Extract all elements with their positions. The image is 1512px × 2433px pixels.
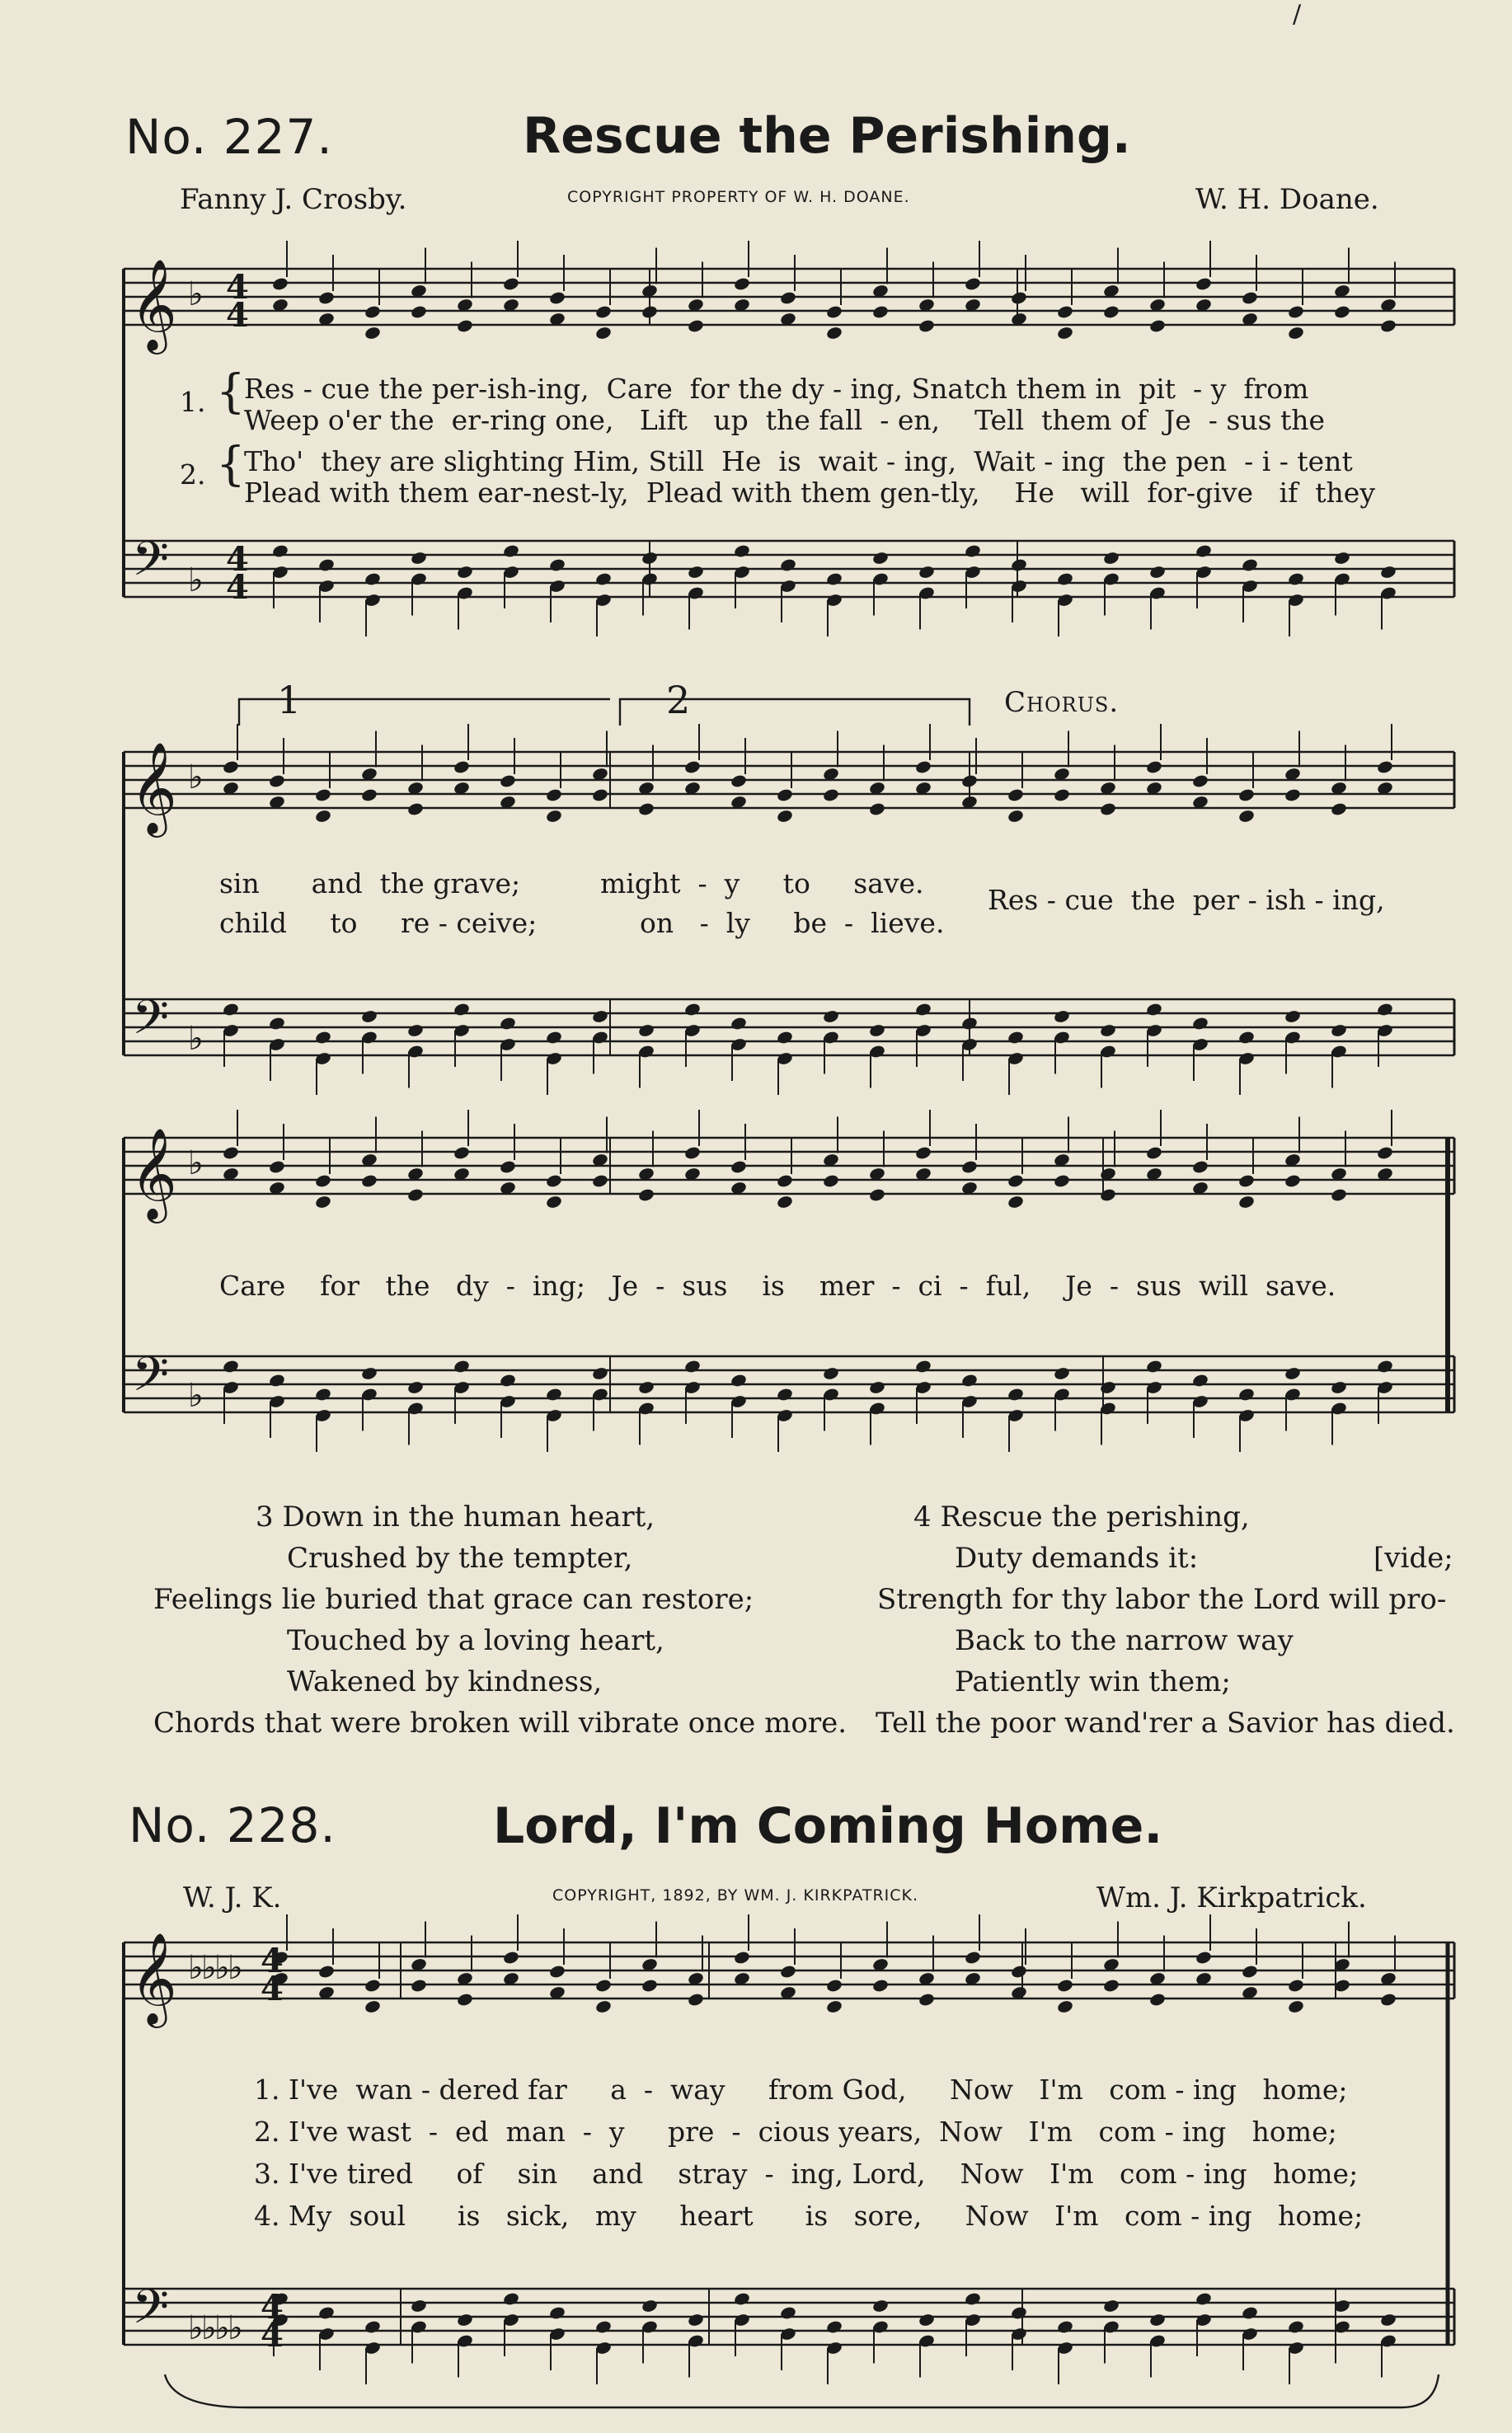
note-head bbox=[1191, 773, 1209, 788]
treble-clef: 𝄞 bbox=[130, 1932, 177, 2024]
note-head bbox=[825, 2319, 843, 2334]
flat-sign: ♭ bbox=[228, 1949, 243, 1987]
note-head bbox=[1195, 1950, 1212, 1965]
note-head bbox=[733, 276, 750, 291]
note-head bbox=[1145, 1145, 1162, 1160]
note-head bbox=[964, 276, 981, 291]
note-head bbox=[871, 304, 889, 319]
hymn-number-227: No. 227. bbox=[125, 109, 333, 165]
note-head bbox=[1237, 1195, 1255, 1209]
time-signature: 4 bbox=[261, 2288, 284, 2327]
note-head bbox=[1099, 1023, 1116, 1038]
stanza4-line: Strength for thy labor the Lord will pro- bbox=[877, 1583, 1447, 1616]
note-head bbox=[871, 2299, 889, 2313]
note-head bbox=[1102, 2299, 1120, 2313]
bass-clef: 𝄢 bbox=[132, 989, 170, 1057]
note-head bbox=[360, 1366, 378, 1381]
note-head bbox=[545, 1173, 562, 1188]
note-head bbox=[1237, 1030, 1255, 1045]
note-head bbox=[406, 1380, 424, 1395]
composer-credit-227: W. H. Doane. bbox=[1195, 183, 1379, 216]
note-head bbox=[1379, 1992, 1397, 2007]
note-head bbox=[1191, 1016, 1209, 1031]
flat-sign: ♭ bbox=[188, 1020, 204, 1058]
note-head bbox=[1376, 759, 1393, 774]
hymn-number-228: No. 228. bbox=[129, 1797, 336, 1853]
note-head bbox=[502, 2291, 519, 2306]
note-head bbox=[364, 1978, 381, 1993]
time-signature: 4 bbox=[226, 296, 249, 335]
note-head bbox=[1056, 2319, 1073, 2334]
note-head bbox=[683, 1359, 701, 1374]
flat-sign: ♭ bbox=[188, 1377, 204, 1415]
stanza4-line: Patiently win them; bbox=[955, 1665, 1231, 1698]
time-signature: 4 bbox=[261, 2316, 284, 2355]
chorus-label: Chorus. bbox=[1004, 686, 1120, 719]
note-head bbox=[960, 1016, 978, 1031]
note-head bbox=[548, 2305, 566, 2320]
hymn-title-227: Rescue the Perishing. bbox=[523, 107, 1131, 165]
stanza3-line: Feelings lie buried that grace can restore; bbox=[153, 1583, 754, 1616]
flat-sign: ♭ bbox=[214, 2309, 230, 2347]
note-head bbox=[687, 318, 704, 333]
note-head bbox=[1195, 276, 1212, 291]
note-head bbox=[222, 1002, 239, 1017]
note-head bbox=[733, 2291, 750, 2306]
note-head bbox=[1053, 1173, 1070, 1188]
note-head bbox=[594, 326, 612, 341]
note-head bbox=[1056, 571, 1073, 586]
note-head bbox=[317, 557, 335, 572]
note-head bbox=[548, 290, 566, 305]
note-head bbox=[1195, 2291, 1212, 2306]
note-head bbox=[960, 1159, 978, 1174]
copyright-notice-227: COPYRIGHT PROPERTY OF W. H. DOANE. bbox=[567, 188, 910, 206]
flat-sign: ♭ bbox=[214, 1949, 230, 1987]
verse2-line1: Tho' they are slighting Him, Still He is wait - ing, Wait - ing the pen - i - tent bbox=[244, 445, 1353, 477]
note-head bbox=[222, 759, 239, 774]
note-head bbox=[314, 787, 331, 802]
note-head bbox=[637, 1023, 655, 1038]
system2-line1-ending1: sin and the grave; bbox=[219, 867, 521, 899]
flat-sign: ♭ bbox=[188, 1144, 204, 1182]
note-head bbox=[637, 1187, 655, 1202]
treble-clef: 𝄞 bbox=[130, 1127, 177, 1219]
note-head bbox=[1376, 1145, 1393, 1160]
note-head bbox=[1333, 551, 1350, 566]
first-ending-number: 1 bbox=[277, 678, 302, 722]
note-head bbox=[1007, 1387, 1024, 1402]
note-head bbox=[1241, 2305, 1258, 2320]
note-head bbox=[914, 759, 932, 774]
note-head bbox=[545, 1195, 562, 1209]
note-head bbox=[1287, 1999, 1304, 2014]
note-head bbox=[456, 318, 473, 333]
time-signature: 4 bbox=[261, 1942, 284, 1980]
note-head bbox=[1148, 1992, 1166, 2007]
flat-sign: ♭ bbox=[228, 2309, 243, 2347]
copyright-notice-228: COPYRIGHT, 1892, BY WM. J. KIRKPATRICK. bbox=[552, 1886, 919, 1905]
stanza4-line-text: Duty demands it: bbox=[955, 1542, 1199, 1575]
flat-sign: ♭ bbox=[188, 1949, 204, 1987]
bass-clef: 𝄢 bbox=[132, 531, 170, 599]
bass-clef: 𝄢 bbox=[132, 1346, 170, 1414]
note-head bbox=[1379, 318, 1397, 333]
note-head bbox=[1376, 1002, 1393, 1017]
note-head bbox=[822, 1173, 839, 1188]
hymn-title-228: Lord, I'm Coming Home. bbox=[493, 1797, 1163, 1855]
note-head bbox=[406, 1023, 424, 1038]
note-head bbox=[314, 1173, 331, 1188]
note-head bbox=[453, 1145, 470, 1160]
note-head bbox=[1053, 787, 1070, 802]
note-head bbox=[1333, 304, 1350, 319]
note-head bbox=[360, 1009, 378, 1024]
chorus-words-line1: Res - cue the per - ish - ing, bbox=[988, 884, 1385, 916]
note-head bbox=[918, 565, 935, 580]
note-head bbox=[1191, 1373, 1209, 1388]
note-head bbox=[410, 1978, 427, 1993]
time-signature: 4 bbox=[261, 1970, 284, 2008]
note-head bbox=[456, 1992, 473, 2007]
note-head bbox=[591, 1009, 608, 1024]
note-head bbox=[1010, 290, 1027, 305]
note-head bbox=[964, 1950, 981, 1965]
note-head bbox=[1010, 557, 1027, 572]
note-head bbox=[314, 1030, 331, 1045]
note-head bbox=[594, 571, 612, 586]
note-head bbox=[825, 1978, 843, 1993]
verse-number-2: 2. bbox=[180, 458, 206, 491]
stanza3-line: Wakened by kindness, bbox=[287, 1665, 603, 1698]
note-head bbox=[779, 1964, 796, 1979]
note-head bbox=[1056, 304, 1073, 319]
note-head bbox=[545, 1387, 562, 1402]
note-head bbox=[1376, 1359, 1393, 1374]
note-head bbox=[825, 571, 843, 586]
note-head bbox=[1010, 1964, 1027, 1979]
note-head bbox=[730, 773, 747, 788]
stanza3-line: Chords that were broken will vibrate once more. bbox=[153, 1707, 848, 1740]
note-head bbox=[1145, 759, 1162, 774]
note-head bbox=[683, 1145, 701, 1160]
note-head bbox=[1287, 304, 1304, 319]
note-head bbox=[641, 1978, 658, 1993]
note-head bbox=[825, 326, 843, 341]
note-head bbox=[317, 1964, 335, 1979]
note-head bbox=[364, 2319, 381, 2334]
note-head bbox=[594, 304, 612, 319]
note-head bbox=[314, 1195, 331, 1209]
note-head bbox=[548, 1964, 566, 1979]
note-head bbox=[1010, 2305, 1027, 2320]
note-head bbox=[730, 1159, 747, 1174]
note-head bbox=[502, 543, 519, 558]
note-head bbox=[1284, 1366, 1301, 1381]
note-head bbox=[918, 2313, 935, 2327]
note-head bbox=[1237, 1173, 1255, 1188]
note-head bbox=[1056, 326, 1073, 341]
note-head bbox=[1237, 809, 1255, 824]
note-head bbox=[591, 787, 608, 802]
note-head bbox=[641, 2299, 658, 2313]
note-head bbox=[453, 1359, 470, 1374]
note-head bbox=[918, 1992, 935, 2007]
note-head bbox=[271, 276, 289, 291]
system2-line1-ending2: might - y to save. bbox=[600, 867, 924, 899]
note-head bbox=[1102, 1978, 1120, 1993]
note-head bbox=[637, 801, 655, 816]
note-head bbox=[314, 809, 331, 824]
note-head bbox=[499, 1016, 516, 1031]
bottom-brace bbox=[165, 2374, 1439, 2407]
page-number: / bbox=[1293, 0, 1302, 29]
hymn228-verse1: 1. I've wan - dered far a - way from God, Now I'm com - ing home; bbox=[254, 2074, 1348, 2106]
note-head bbox=[1330, 801, 1347, 816]
stanza4-carryover: [vide; bbox=[1373, 1542, 1453, 1575]
note-head bbox=[1056, 1999, 1073, 2014]
time-signature: 4 bbox=[226, 268, 249, 307]
note-head bbox=[1330, 1023, 1347, 1038]
note-head bbox=[545, 787, 562, 802]
treble-clef: 𝄞 bbox=[130, 741, 177, 834]
flat-sign: ♭ bbox=[188, 2309, 204, 2347]
note-head bbox=[1241, 290, 1258, 305]
note-head bbox=[453, 759, 470, 774]
note-head bbox=[683, 759, 701, 774]
stanza3-line: Crushed by the tempter, bbox=[287, 1542, 633, 1575]
note-head bbox=[687, 2313, 704, 2327]
note-head bbox=[730, 1373, 747, 1388]
note-head bbox=[1102, 551, 1120, 566]
system2-line2-ending2: on - ly be - lieve. bbox=[640, 907, 945, 939]
note-head bbox=[364, 326, 381, 341]
note-head bbox=[1053, 1009, 1070, 1024]
chorus-words-line2: Care for the dy - ing; Je - sus is mer - ci - ful, Je - sus will save. bbox=[219, 1270, 1336, 1302]
note-head bbox=[1056, 1978, 1073, 1993]
note-head bbox=[1007, 787, 1024, 802]
note-head bbox=[364, 304, 381, 319]
note-head bbox=[868, 1187, 885, 1202]
note-head bbox=[776, 809, 793, 824]
time-signature: 4 bbox=[226, 568, 249, 607]
note-head bbox=[730, 1016, 747, 1031]
lyricist-credit-228: W. J. K. bbox=[183, 1881, 282, 1914]
note-head bbox=[1148, 565, 1166, 580]
note-head bbox=[545, 1030, 562, 1045]
note-head bbox=[964, 543, 981, 558]
note-head bbox=[914, 1359, 932, 1374]
stanza4-line: 4 Rescue the perishing, bbox=[913, 1501, 1250, 1534]
note-head bbox=[1007, 1173, 1024, 1188]
note-head bbox=[914, 1002, 932, 1017]
note-head bbox=[1284, 787, 1301, 802]
note-head bbox=[1007, 809, 1024, 824]
note-head bbox=[364, 571, 381, 586]
verse2-line2: Plead with them ear-nest-ly, Plead with them gen-tly, He will for-give if they bbox=[244, 477, 1375, 509]
note-head bbox=[1053, 1366, 1070, 1381]
note-head bbox=[1379, 2313, 1397, 2327]
note-head bbox=[317, 290, 335, 305]
bass-clef: 𝄢 bbox=[132, 2279, 170, 2346]
note-head bbox=[268, 773, 285, 788]
note-head bbox=[456, 565, 473, 580]
note-head bbox=[868, 801, 885, 816]
note-head bbox=[868, 1023, 885, 1038]
note-head bbox=[1287, 1978, 1304, 1993]
note-head bbox=[1284, 1173, 1301, 1188]
note-head bbox=[687, 1992, 704, 2007]
note-head bbox=[1287, 326, 1304, 341]
note-head bbox=[683, 1002, 701, 1017]
note-head bbox=[591, 1366, 608, 1381]
note-head bbox=[360, 1173, 378, 1188]
hymn228-verse2: 2. I've wast - ed man - y pre - cious years, Now I'm com - ing home; bbox=[254, 2116, 1337, 2148]
note-head bbox=[499, 1159, 516, 1174]
note-head bbox=[502, 1950, 519, 1965]
flat-sign: ♭ bbox=[188, 561, 204, 599]
note-head bbox=[410, 2299, 427, 2313]
stanza3-line: Touched by a loving heart, bbox=[287, 1624, 664, 1657]
note-head bbox=[776, 1030, 793, 1045]
note-head bbox=[268, 1159, 285, 1174]
note-head bbox=[776, 1195, 793, 1209]
note-head bbox=[1237, 787, 1255, 802]
note-head bbox=[825, 304, 843, 319]
note-head bbox=[1102, 304, 1120, 319]
time-signature: 4 bbox=[226, 540, 249, 579]
note-head bbox=[964, 2291, 981, 2306]
note-head bbox=[960, 1373, 978, 1388]
brace-verse-2: { bbox=[216, 438, 246, 491]
note-head bbox=[410, 551, 427, 566]
note-head bbox=[317, 2305, 335, 2320]
note-head bbox=[410, 304, 427, 319]
note-head bbox=[406, 801, 424, 816]
note-head bbox=[1099, 801, 1116, 816]
note-head bbox=[314, 1387, 331, 1402]
note-head bbox=[222, 1145, 239, 1160]
note-head bbox=[1330, 1187, 1347, 1202]
note-head bbox=[868, 1380, 885, 1395]
note-head bbox=[1145, 1002, 1162, 1017]
note-head bbox=[1330, 1380, 1347, 1395]
stanza3-line: 3 Down in the human heart, bbox=[256, 1501, 655, 1534]
note-head bbox=[406, 1187, 424, 1202]
hymn228-verse3: 3. I've tired of sin and stray - ing, Lord, Now I'm com - ing home; bbox=[254, 2158, 1359, 2190]
note-head bbox=[364, 1999, 381, 2014]
flat-sign: ♭ bbox=[188, 759, 204, 796]
stanza-4 bbox=[876, 1496, 1469, 1744]
system2-line2-ending1: child to re - ceive; bbox=[219, 907, 538, 939]
stanza4-line: Back to the narrow way bbox=[955, 1624, 1294, 1657]
note-head bbox=[594, 2319, 612, 2334]
note-head bbox=[779, 557, 796, 572]
note-head bbox=[1241, 557, 1258, 572]
note-head bbox=[268, 1016, 285, 1031]
note-head bbox=[1379, 565, 1397, 580]
note-head bbox=[825, 1999, 843, 2014]
note-head bbox=[271, 543, 289, 558]
note-head bbox=[594, 1999, 612, 2014]
second-ending-number: 2 bbox=[666, 678, 691, 722]
note-head bbox=[591, 1173, 608, 1188]
flat-sign: ♭ bbox=[201, 1949, 217, 1987]
note-head bbox=[499, 773, 516, 788]
note-head bbox=[548, 557, 566, 572]
note-head bbox=[1007, 1030, 1024, 1045]
lyricist-credit-227: Fanny J. Crosby. bbox=[180, 183, 407, 216]
flat-sign: ♭ bbox=[201, 2309, 217, 2347]
stanza4-line bbox=[876, 1538, 1469, 1579]
note-head bbox=[918, 318, 935, 333]
note-head bbox=[871, 1978, 889, 1993]
note-head bbox=[502, 276, 519, 291]
verse-number-1: 1. bbox=[180, 386, 206, 418]
note-head bbox=[456, 2313, 473, 2327]
note-head bbox=[1191, 1159, 1209, 1174]
note-head bbox=[1287, 571, 1304, 586]
note-head bbox=[499, 1373, 516, 1388]
stanza-3 bbox=[153, 1496, 846, 1744]
flat-sign: ♭ bbox=[188, 275, 204, 313]
brace-verse-1: { bbox=[216, 365, 246, 419]
note-head bbox=[776, 787, 793, 802]
note-head bbox=[914, 1145, 932, 1160]
note-head bbox=[687, 565, 704, 580]
note-head bbox=[545, 809, 562, 824]
verse1-line1: Res - cue the per-ish-ing, Care for the dy - ing, Snatch them in pit - y from bbox=[244, 373, 1309, 405]
note-head bbox=[1241, 1964, 1258, 1979]
note-head bbox=[641, 304, 658, 319]
note-head bbox=[1195, 543, 1212, 558]
note-head bbox=[1284, 1009, 1301, 1024]
note-head bbox=[733, 1950, 750, 1965]
verse1-line2: Weep o'er the er-ring one, Lift up the fall - en, Tell them of Je - sus the bbox=[244, 404, 1326, 436]
note-head bbox=[733, 543, 750, 558]
note-head bbox=[822, 787, 839, 802]
note-head bbox=[268, 1373, 285, 1388]
note-head bbox=[1145, 1359, 1162, 1374]
note-head bbox=[594, 1978, 612, 1993]
note-head bbox=[776, 1387, 793, 1402]
note-head bbox=[779, 2305, 796, 2320]
note-head bbox=[822, 1009, 839, 1024]
note-head bbox=[1099, 1187, 1116, 1202]
note-head bbox=[1007, 1195, 1024, 1209]
note-head bbox=[1099, 1380, 1116, 1395]
note-head bbox=[222, 1359, 239, 1374]
note-head bbox=[1148, 2313, 1166, 2327]
note-head bbox=[641, 551, 658, 566]
note-head bbox=[776, 1173, 793, 1188]
stanza4-line: Tell the poor wand'rer a Savior has died. bbox=[876, 1707, 1455, 1740]
note-head bbox=[871, 551, 889, 566]
note-head bbox=[637, 1380, 655, 1395]
hymn228-verse4: 4. My soul is sick, my heart is sore, Now I'm com - ing home; bbox=[254, 2200, 1364, 2232]
composer-credit-228: Wm. J. Kirkpatrick. bbox=[1096, 1881, 1367, 1914]
note-head bbox=[453, 1002, 470, 1017]
note-head bbox=[1148, 318, 1166, 333]
note-head bbox=[1287, 2319, 1304, 2334]
note-head bbox=[960, 773, 978, 788]
note-head bbox=[1237, 1387, 1255, 1402]
treble-clef: 𝄞 bbox=[130, 258, 177, 350]
note-head bbox=[360, 787, 378, 802]
note-head bbox=[822, 1366, 839, 1381]
note-head bbox=[779, 290, 796, 305]
